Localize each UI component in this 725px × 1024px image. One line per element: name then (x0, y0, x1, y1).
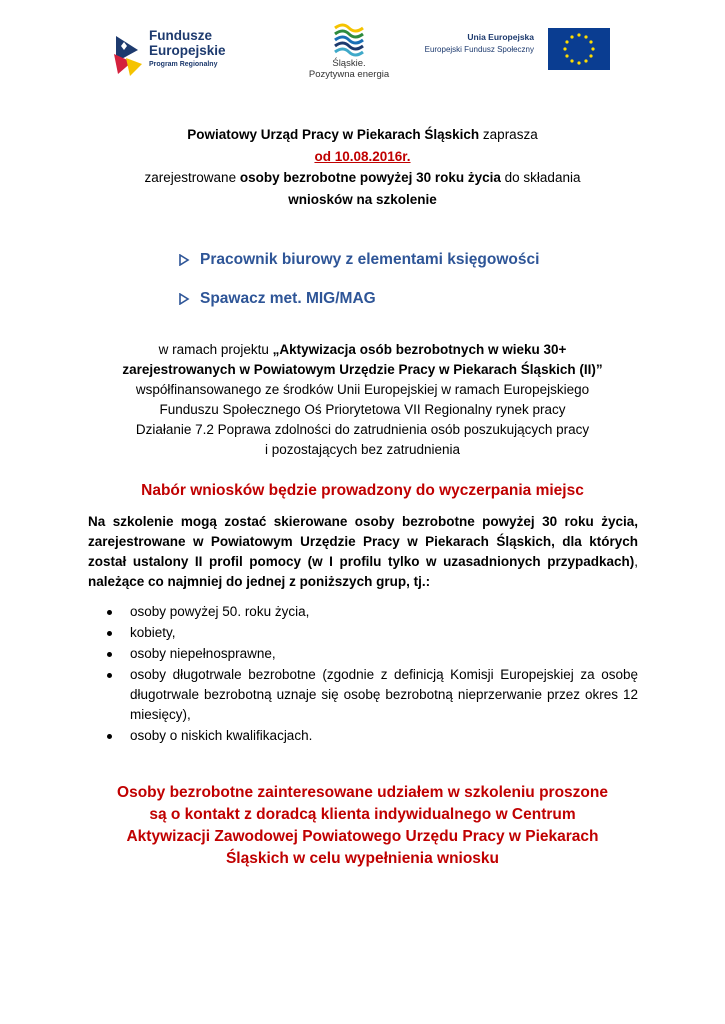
closing-line2: są o kontakt z doradcą klienta indywidualnego w Centrum (149, 806, 576, 823)
project-line4: Funduszu Społecznego Oś Priorytetowa VII Regionalny rynek pracy (159, 402, 566, 417)
slaskie-logo-line2: Pozytywna energia (308, 69, 390, 80)
list-item (106, 726, 638, 746)
target-group: osoby bezrobotne powyżej 30 roku życia (239, 170, 501, 185)
invites-text: zaprasza (479, 127, 538, 142)
eu-flag-icon (548, 28, 610, 70)
eligibility-text: Na szkolenie mogą zostać skierowane osoby bezrobotne powyżej 30 roku życia, zarejestrowane w Powiatowym Urzędzie Pracy w Piekarach Śląskich, dla których został ustalony II profil pomocy (w I profilu tylko w uzasadnionych przypadkach) (88, 514, 638, 569)
start-date: od 10.08.2016r. (314, 148, 411, 164)
applications-text: wniosków na szkolenie (288, 191, 437, 207)
bullet-dot-icon (107, 652, 112, 657)
fe-logo-line2: Europejskie (149, 43, 226, 58)
bullet-dot-icon (107, 610, 112, 615)
eu-logo (420, 28, 610, 74)
group-text: osoby powyżej 50. roku życia, (130, 604, 310, 619)
fe-logo-line3: Program Regionalny (149, 61, 218, 68)
group-text: osoby długotrwale bezrobotne (zgodnie z definicją Komisji Europejskiej za osobę długotrwale bezrobotną uznaje się osobę bezrobotną nieprzerwanie przez okres 12 miesięcy), (130, 667, 638, 722)
list-item (106, 644, 638, 664)
project-line3: współfinansowanego ze środków Unii Europejskiej w ramach Europejskiego (135, 382, 590, 397)
bullet-dot-icon (107, 673, 112, 678)
bullet-dot-icon (107, 631, 112, 636)
eligibility-paragraph (88, 512, 638, 592)
slaskie-waves-icon (329, 20, 369, 58)
eu-logo-line1: Unia Europejska (467, 32, 534, 42)
submit-text: do składania (500, 170, 581, 185)
intro-line1 (40, 124, 685, 146)
project-prefix: w ramach projektu (158, 342, 273, 357)
group-text: osoby niepełnosprawne, (130, 646, 276, 661)
project-name-line2: zarejestrowanych w Powiatowym Urzędzie Pracy w Piekarach Śląskich (II)” (122, 362, 603, 377)
intro-line2 (40, 146, 685, 168)
course-item (178, 288, 638, 310)
project-block (40, 340, 685, 460)
fundusze-europejskie-logo (112, 28, 242, 82)
course-list (178, 249, 638, 327)
eligibility-text2: należące co najmniej do jednej z poniższych grup, tj.: (88, 574, 431, 589)
group-text: osoby o niskich kwalifikacjach. (130, 728, 313, 743)
arrow-bullet-icon (178, 293, 190, 305)
closing-line3: Aktywizacji Zawodowej Powiatowego Urzędu Pracy w Piekarach (126, 828, 599, 845)
eu-logo-line2: Europejski Fundusz Społeczny (424, 45, 534, 54)
slaskie-logo (304, 20, 394, 88)
logo-bar (0, 18, 725, 88)
bullet-dot-icon (107, 734, 112, 739)
intro-block (40, 124, 685, 210)
intro-line3 (40, 167, 685, 189)
fundusze-europejskie-mark-icon (112, 32, 144, 76)
recruitment-heading: Nabór wniosków będzie prowadzony do wyczerpania miejsc (141, 482, 584, 499)
arrow-bullet-icon (178, 254, 190, 266)
project-line1 (40, 340, 685, 360)
closing-line4: Śląskich w celu wypełnienia wniosku (225, 850, 500, 867)
list-item (106, 623, 638, 643)
fe-logo-line1: Fundusze (149, 28, 212, 43)
course-item (178, 249, 638, 271)
course-label: Pracownik biurowy z elementami księgowości (200, 251, 540, 268)
group-text: kobiety, (130, 625, 176, 640)
office-name: Powiatowy Urząd Pracy w Piekarach Śląskich (187, 127, 480, 142)
slaskie-logo-line1: Śląskie. (332, 58, 366, 69)
course-label: Spawacz met. MIG/MAG (200, 290, 376, 307)
closing-notice (60, 782, 665, 870)
project-line5: Działanie 7.2 Poprawa zdolności do zatrudnienia osób poszukujących pracy (135, 422, 590, 437)
project-line6: i pozostających bez zatrudnienia (264, 442, 461, 457)
groups-list (106, 602, 638, 747)
intro-line4 (40, 189, 685, 211)
registered-text: zarejestrowane (144, 170, 240, 185)
list-item (106, 602, 638, 622)
list-item (106, 665, 638, 725)
eligibility-sep: , (634, 554, 638, 569)
project-name-line1: „Aktywizacja osób bezrobotnych w wieku 30+ (272, 342, 567, 357)
closing-line1: Osoby bezrobotne zainteresowane udziałem w szkoleniu proszone (117, 784, 608, 801)
